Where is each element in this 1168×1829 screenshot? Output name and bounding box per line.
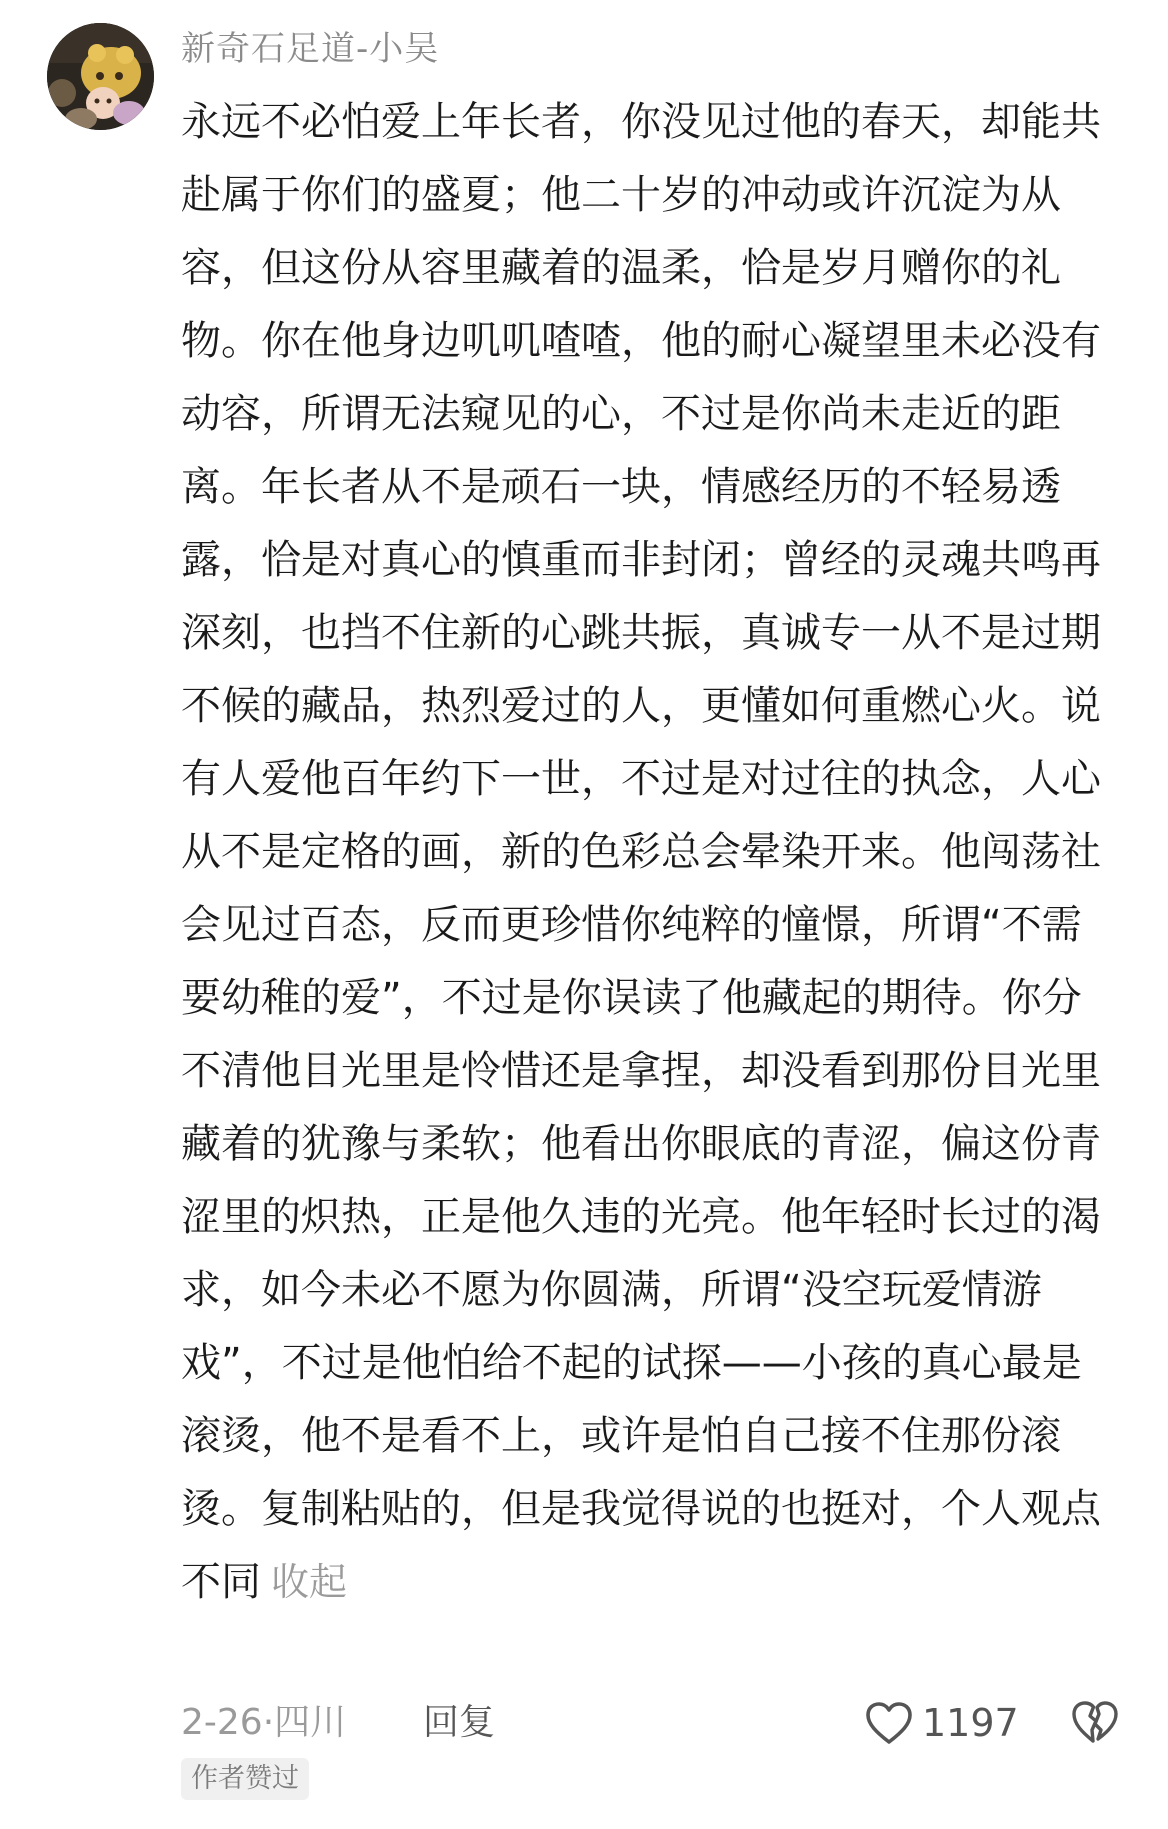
like-button[interactable] (864, 1698, 1019, 1748)
author-liked-badge: 作者赞过 (181, 1758, 309, 1800)
heart-outline-icon (864, 1700, 914, 1746)
date-location: 2-26·四川 (181, 1702, 347, 1743)
avatar-image (47, 23, 154, 130)
comment-text (181, 86, 1121, 1619)
avatar[interactable] (47, 23, 154, 130)
comment-meta-row (181, 1698, 1121, 1748)
comment-body: 永远不必怕爱上年长者，你没见过他的春天，却能共赴属于你们的盛夏；他二十岁的冲动或许沉淀为从容，但这份从容里藏着的温柔，恰是岁月赠你的礼物。你在他身边叽叽喳喳，他的耐心凝望里未必没有动容，所谓无法窥见的心，不过是你尚未走近的距离。年长者从不是顽石一块，情感经历的不轻易透露，恰是对真心的慎重而非封闭；曾经的灵魂共鸣再深刻，也挡不住新的心跳共振，真诚专一从不是过期不候的藏品，热烈爱过的人，更懂如何重燃心火。说有人爱他百年约下一世，不过是对过往的执念，人心从不是定格的画，新的色彩总会晕染开来。他闯荡社会见过百态，反而更珍惜你纯粹的憧憬，所谓“不需要幼稚的爱”，不过是你误读了他藏起的期待。你分不清他目光里是怜惜还是拿捏，却没看到那份目光里藏着的犹豫与柔软；他看出你眼底的青涩，偏这份青涩里的炽热，正是他久违的光亮。他年轻时长过的渴求，如今未必不愿为你圆满，所谓“没空玩爱情游戏”，不过是他怕给不起的试探——小孩的真心最是滚烫，他不是看不上，或许是怕自己接不住那份滚烫。复制粘贴的，但是我觉得说的也挺对，个人观点不同 (181, 99, 1101, 1605)
like-count: 1197 (922, 1701, 1019, 1745)
username[interactable]: 新奇石足道-小吴 (181, 29, 440, 69)
collapse-link[interactable]: 收起 (271, 1560, 348, 1604)
reply-button[interactable]: 回复 (423, 1702, 496, 1743)
broken-heart-icon (1071, 1699, 1119, 1745)
dislike-button[interactable] (1071, 1699, 1119, 1747)
